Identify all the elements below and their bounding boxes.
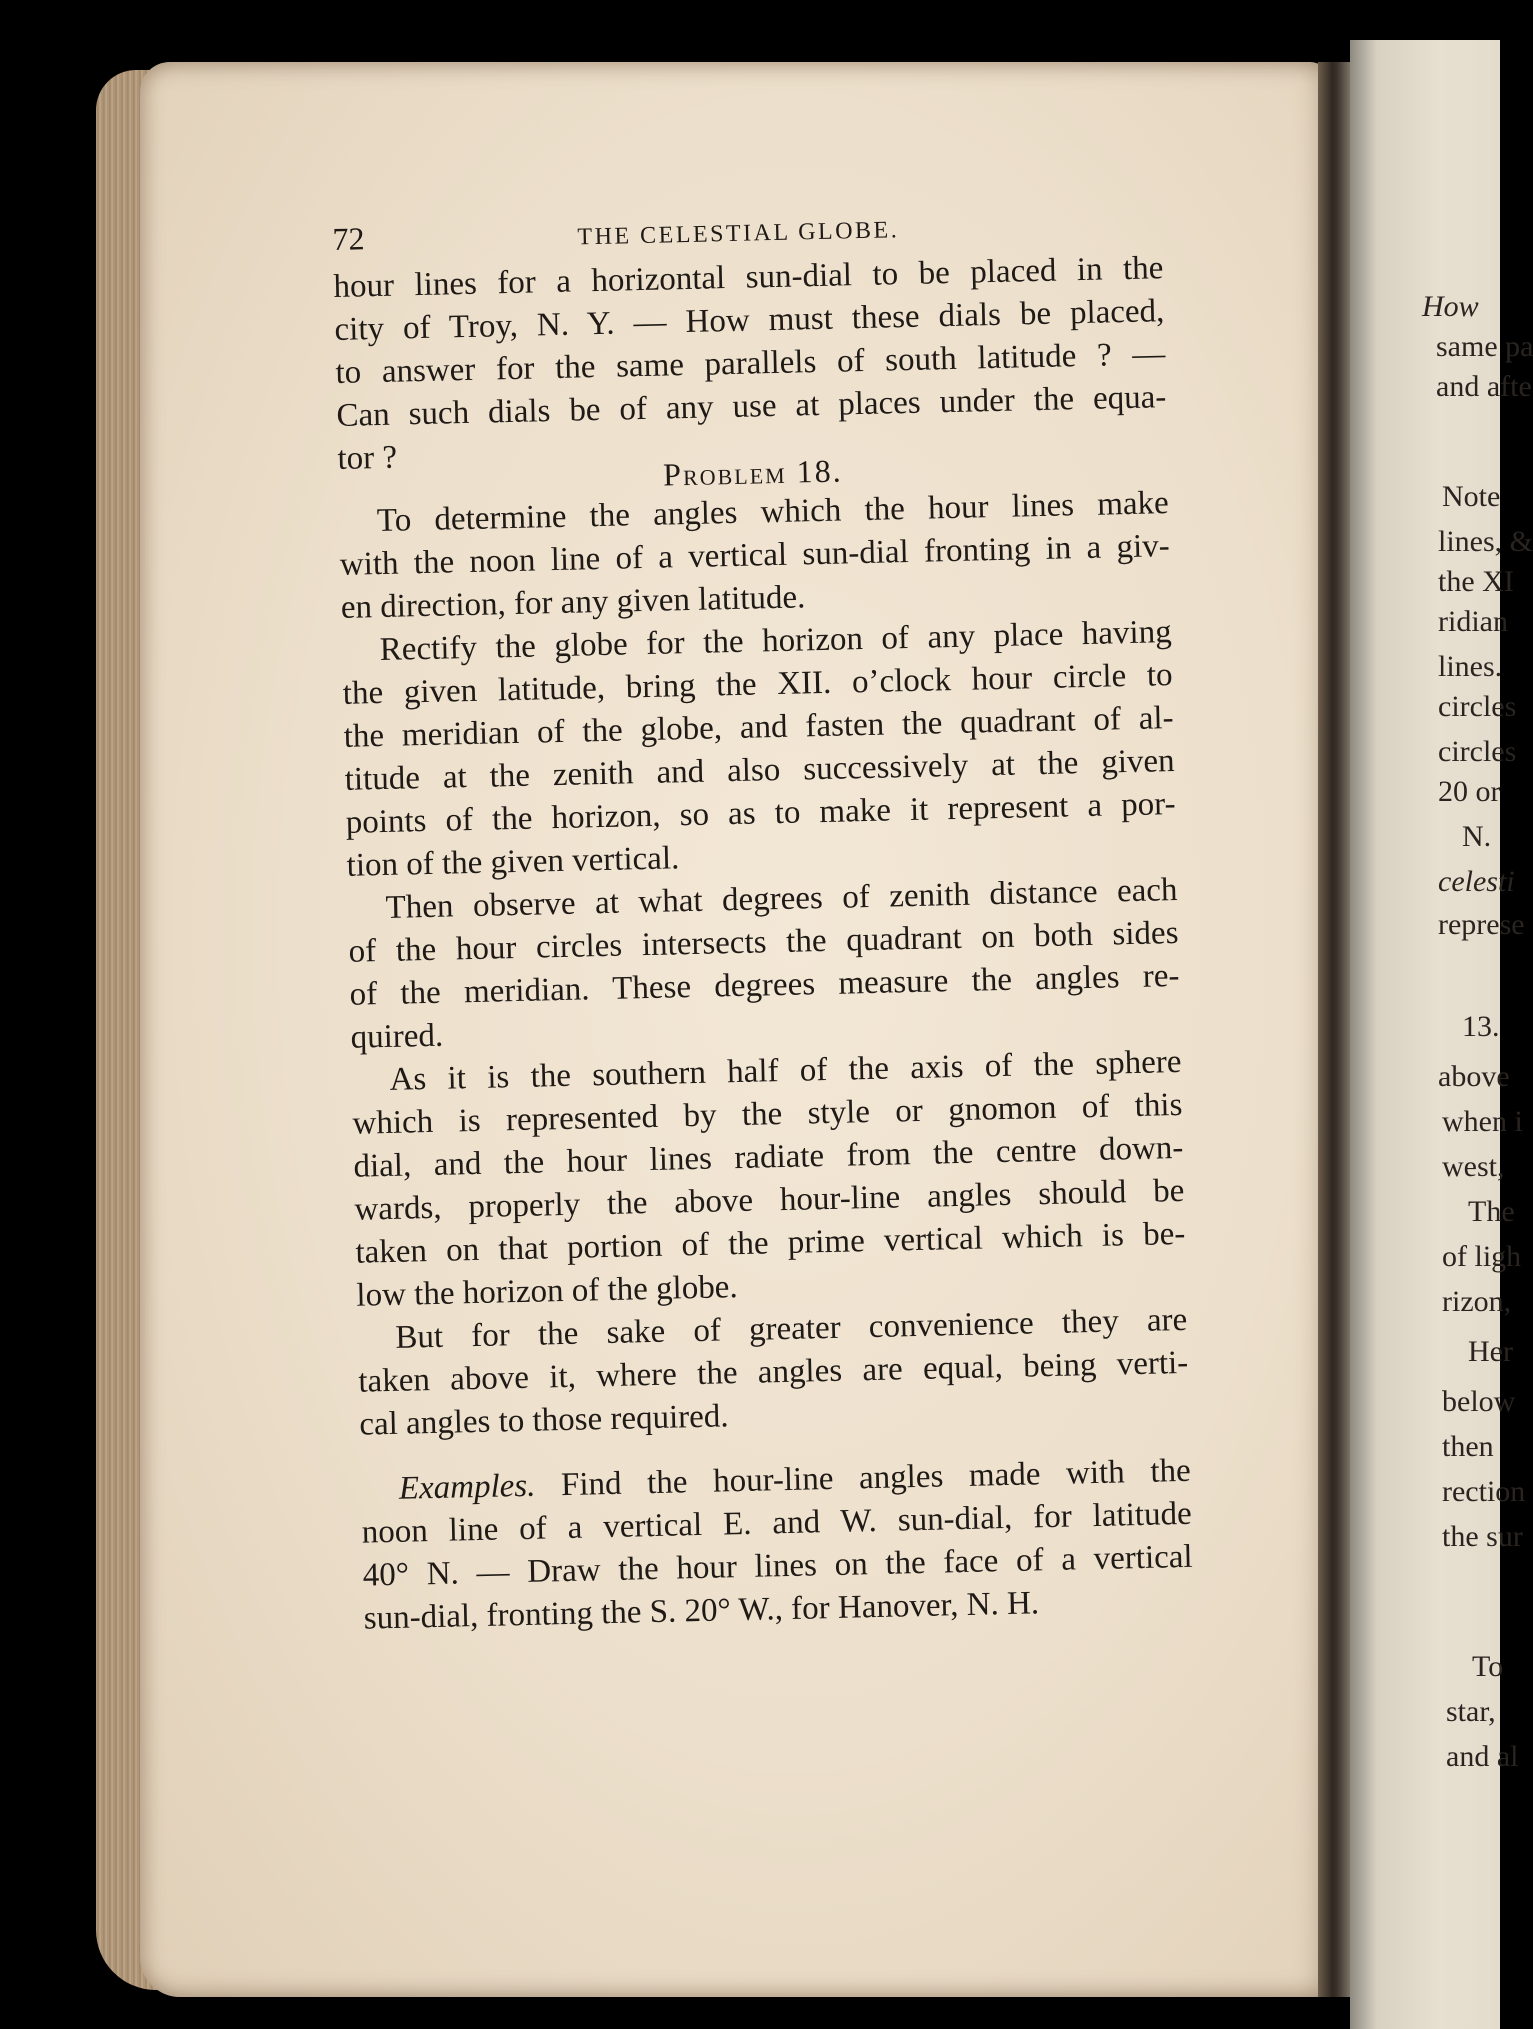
facing-text: and afte	[1436, 370, 1532, 403]
examples-paragraph	[360, 1450, 1194, 1641]
facing-text: To	[1472, 1650, 1504, 1683]
facing-text: the sur	[1442, 1520, 1523, 1553]
facing-text: circles	[1438, 735, 1517, 768]
text-line: which is represented by the style or gnomon of this	[352, 1086, 1183, 1142]
facing-text: circles	[1438, 690, 1517, 723]
text-line: cal angles to those required.	[358, 1398, 729, 1443]
facing-text: rizon,	[1442, 1285, 1512, 1318]
convenience-paragraph	[357, 1299, 1190, 1447]
problem-heading: Problem 18.	[662, 452, 844, 493]
examples-first-line: Find the hour-line angles made with the	[534, 1452, 1192, 1504]
text-line: of the hour circles intersects the quadrant on both sides	[348, 914, 1179, 970]
text-line: As it is the southern half of the axis of the sphere	[389, 1043, 1182, 1098]
text-line: 40° N. — Draw the hour lines on the face of a vertical	[362, 1538, 1194, 1594]
facing-text: same pa	[1436, 330, 1533, 363]
text-line: To determine the angles which the hour lines make	[376, 485, 1170, 540]
book-gutter	[1318, 62, 1350, 1997]
facing-text: celesti	[1438, 865, 1515, 898]
text-line: the meridian of the globe, and fasten the quadrant of al-	[343, 700, 1174, 755]
page-number: 72	[332, 220, 365, 257]
facing-text: when i	[1442, 1105, 1523, 1138]
text-line: But for the sake of greater convenience they are	[395, 1301, 1188, 1356]
facing-text: 20 or	[1438, 775, 1501, 808]
facing-text: Note	[1442, 480, 1501, 513]
examples-label: Examples.	[398, 1467, 536, 1507]
text-line: taken on that portion of the prime vertical which is be-	[355, 1215, 1186, 1271]
text-line: noon line of a vertical E. and W. sun-dial, for latitude	[361, 1495, 1193, 1551]
facing-text: 13.	[1462, 1010, 1500, 1043]
facing-text: below	[1442, 1385, 1516, 1418]
running-title: THE CELESTIAL GLOBE.	[577, 217, 900, 251]
text-line: hour lines for a horizontal sun-dial to be placed in the	[333, 250, 1164, 305]
facing-text: ridian	[1438, 605, 1508, 638]
page-text	[332, 199, 1194, 1640]
observe-paragraph	[347, 869, 1181, 1060]
facing-text: rection	[1442, 1475, 1526, 1508]
text-line: of the meridian. These degrees measure the angles re-	[349, 957, 1180, 1013]
text-line: city of Troy, N. Y. — How must these dials be placed,	[334, 293, 1165, 348]
facing-text: The	[1468, 1195, 1515, 1228]
southern-paragraph	[351, 1041, 1187, 1318]
text-line: wards, properly the above hour-line angles should be	[354, 1172, 1185, 1228]
text-line: dial, and the hour lines radiate from the centre down-	[353, 1129, 1184, 1185]
facing-text: above	[1438, 1060, 1510, 1093]
text-line: with the noon line of a vertical sun-dial fronting in a giv-	[339, 528, 1171, 583]
text-line: tor ?	[337, 439, 398, 477]
facing-text: lines.	[1438, 650, 1503, 683]
text-line: quired.	[350, 1017, 444, 1056]
text-line: en direction, for any given latitude.	[340, 579, 806, 626]
text-line: low the horizon of the globe.	[356, 1269, 739, 1314]
text-line: titude at the zenith and also successively at the given	[344, 743, 1175, 798]
text-line: Can such dials be of any use at places under the equa-	[336, 379, 1167, 434]
text-line: points of the horizon, so as to make it represent a por-	[345, 786, 1176, 841]
rectify-paragraph	[341, 611, 1177, 888]
text-line: to answer for the same parallels of south latitude ? —	[335, 336, 1166, 391]
text-line: Then observe at what degrees of zenith distance each	[385, 871, 1178, 926]
facing-text: and al	[1446, 1740, 1519, 1773]
text-line: sun-dial, fronting the S. 20° W., for Hanover, N. H.	[363, 1585, 1040, 1637]
facing-text: lines, &	[1438, 525, 1533, 558]
facing-text: west,	[1442, 1150, 1505, 1183]
facing-text: the XI	[1438, 565, 1514, 598]
intro-paragraph	[333, 247, 1168, 481]
text-line: Rectify the globe for the horizon of any place having	[379, 614, 1173, 669]
text-line: tion of the given vertical.	[346, 840, 680, 884]
facing-text: then	[1442, 1430, 1494, 1463]
facing-text: How	[1422, 290, 1479, 323]
facing-text: star,	[1446, 1695, 1496, 1728]
text-line: the given latitude, bring the XII. o’clock hour circle to	[342, 657, 1173, 712]
problem-statement	[338, 482, 1171, 630]
facing-page	[1350, 40, 1533, 2029]
facing-text: Her	[1468, 1335, 1513, 1368]
facing-text: N.	[1462, 820, 1492, 853]
facing-text: of ligh	[1442, 1240, 1522, 1273]
facing-text: represe	[1438, 908, 1525, 941]
text-line: taken above it, where the angles are equal, being verti-	[357, 1344, 1189, 1400]
